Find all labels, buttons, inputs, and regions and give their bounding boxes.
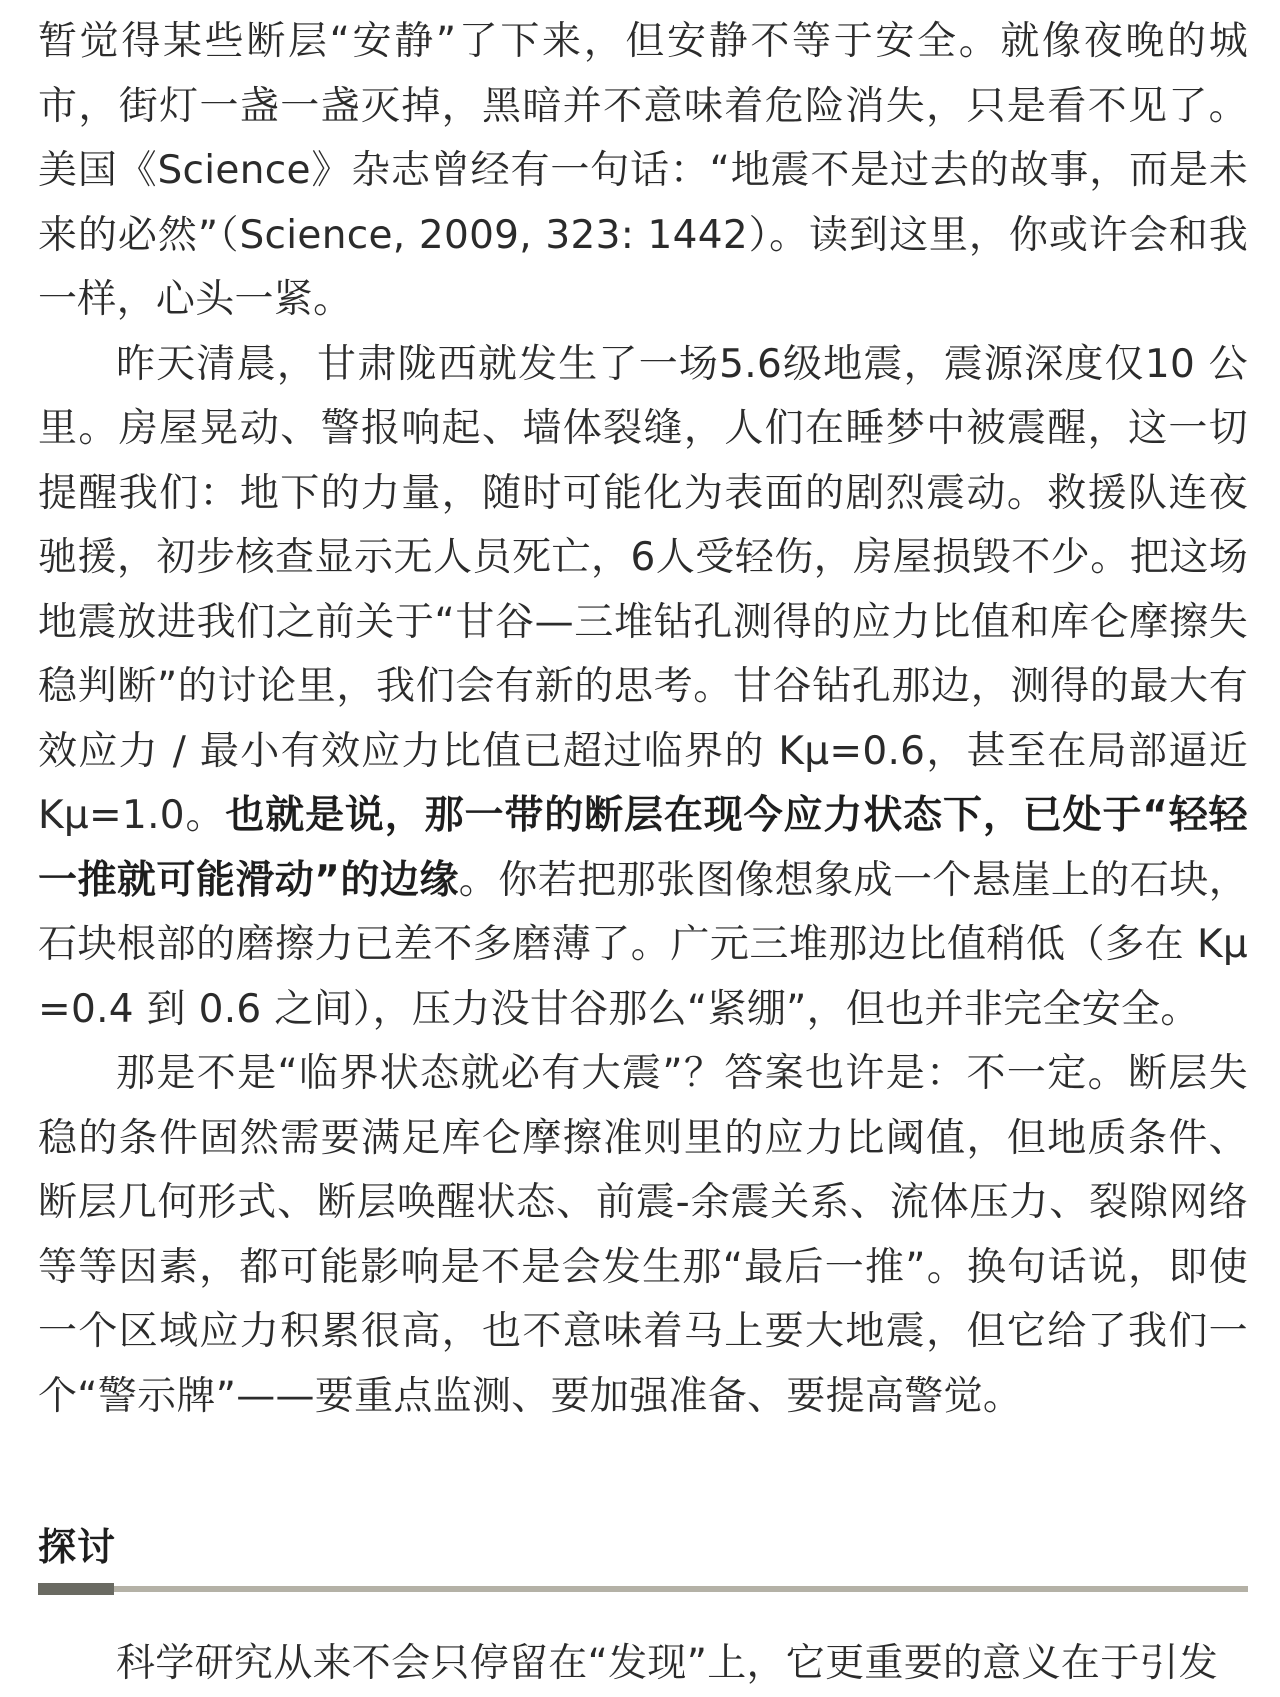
paragraph-text: 昨天清晨，甘肃陇西就发生了一场5.6级地震，震源深度仅10 公里。房屋晃动、警报响起、墙体裂缝，人们在睡梦中被震醒，这一切提醒我们：地下的力量，随时可能化为表面的剧烈震动。救援队连夜驰援，初步核查显示无人员死亡，6人受轻伤，房屋损毁不少。把这场地震放进我们之前关于“甘谷—三堆钻孔测得的应力比值和库仑摩擦失稳判断”的讨论里，我们会有新的思考。甘谷钻孔那边，测得的最大有效应力 / 最小有效应力比值已超过临界的 Kμ=0.6，甚至在局部逼近 Kμ=1.0。 — [38, 341, 1248, 838]
section-header — [38, 1521, 1248, 1595]
section-divider — [38, 1583, 1248, 1595]
section-title: 探讨 — [38, 1525, 117, 1569]
paragraph-3 — [38, 1042, 1248, 1429]
divider-accent-block — [38, 1583, 114, 1595]
article-body — [38, 10, 1248, 1429]
divider-line — [38, 1586, 1248, 1592]
article-continuation — [38, 1632, 1248, 1697]
paragraph-text: 暂觉得某些断层“安静”了下来，但安静不等于安全。就像夜晚的城市，街灯一盏一盏灭掉，黑暗并不意味着危险消失，只是看不见了。美国《Science》杂志曾经有一句话：“地震不是过去的故事，而是未来的必然”（Science, 2009, 323: 1442）。读到这里，你或许会和我一样，心头一紧。 — [38, 19, 1248, 322]
paragraph-2 — [38, 333, 1248, 1043]
paragraph-text: 。你若把那张图像想象成一个悬崖上的石块，石块根部的磨擦力已差不多磨薄了。广元三堆那边比值稍低（多在 Kμ=0.4 到 0.6 之间），压力没甘谷那么“紧绷”，但也并非完全安全。 — [38, 857, 1248, 1032]
paragraph-text: 那是不是“临界状态就必有大震”？答案也许是：不一定。断层失稳的条件固然需要满足库仑摩擦准则里的应力比阈值，但地质条件、断层几何形式、断层唤醒状态、前震-余震关系、流体压力、裂隙网络等等因素，都可能影响是不是会发生那“最后一推”。换句话说，即使一个区域应力积累很高，也不意味着马上要大地震，但它给了我们一个“警示牌”——要重点监测、要加强准备、要提高警觉。 — [38, 1051, 1248, 1419]
emphasis-text: 也就是说，那一带的断层在现今应力状态下，已处于“轻轻一推就可能滑动”的边缘 — [38, 793, 1248, 903]
paragraph-1 — [38, 10, 1248, 333]
paragraph-continuation: 科学研究从来不会只停留在“发现”上，它更重要的意义在于引发 — [116, 1641, 1219, 1686]
